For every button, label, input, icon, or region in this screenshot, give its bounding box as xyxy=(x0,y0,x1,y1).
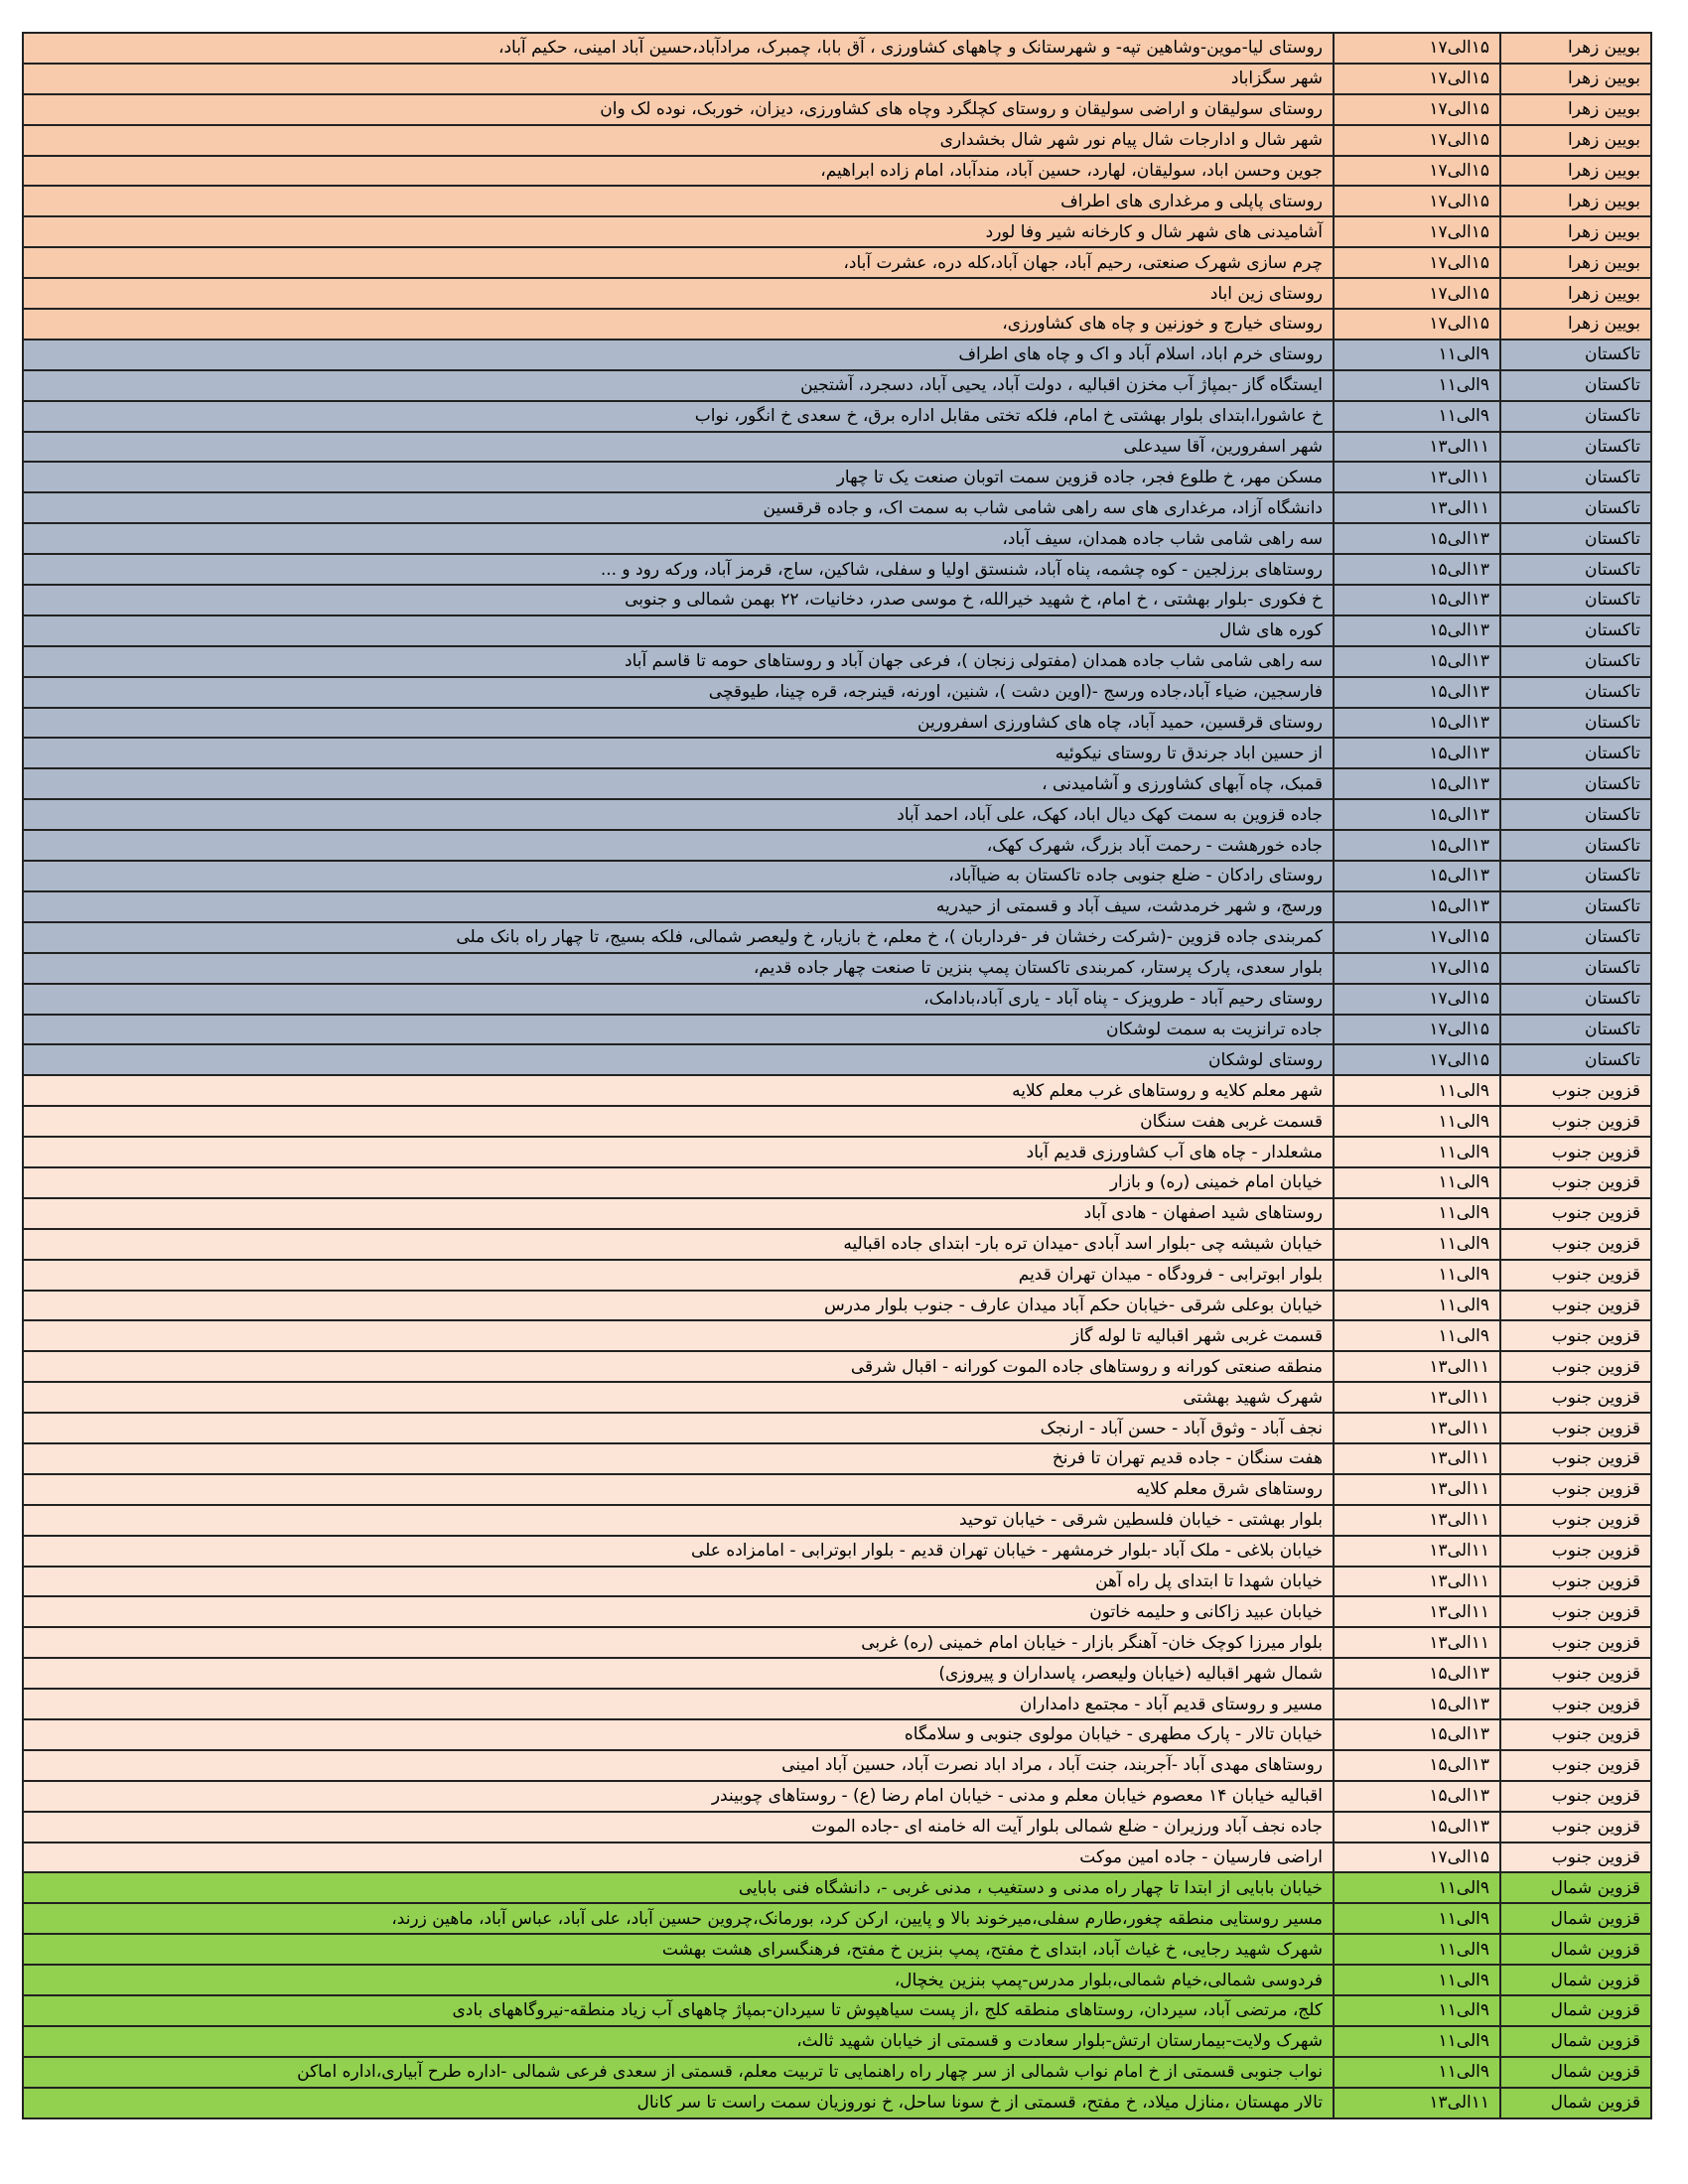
table-row xyxy=(23,1781,1651,1812)
region-cell: قزوین جنوب xyxy=(1500,1443,1651,1474)
region-cell: قزوین جنوب xyxy=(1500,1505,1651,1536)
area-cell: قمبک، چاه آبهای کشاورزی و آشامیدنی ، xyxy=(23,768,1334,799)
region-cell: قزوین جنوب xyxy=(1500,1843,1651,1873)
region-cell: بویین زهرا xyxy=(1500,216,1651,247)
table-row xyxy=(23,922,1651,953)
region-cell: قزوین جنوب xyxy=(1500,1320,1651,1351)
time-range-cell: ۱۱الی۱۳ xyxy=(1334,1382,1500,1413)
table-row xyxy=(23,554,1651,585)
area-cell: روستای رحیم آباد - طرویزک - پناه آباد - یاری آباد،بادامک، xyxy=(23,984,1334,1015)
table-row xyxy=(23,830,1651,861)
area-cell: شهرک شهید رجایی، خ غیاث آباد، ابتدای خ مفتح، پمپ بنزین خ مفتح، فرهنگسرای هشت بهشت xyxy=(23,1934,1334,1965)
area-cell: نجف آباد - وثوق آباد - حسن آباد - ارنجک xyxy=(23,1413,1334,1443)
area-cell: آشامیدنی های شهر شال و کارخانه شیر وفا لورد xyxy=(23,216,1334,247)
area-cell: سه راهی شامی شاب جاده همدان (مفتولی زنجان )، فرعی جهان آباد و روستاهای حومه تا قاسم آباد xyxy=(23,646,1334,677)
time-range-cell: ۹الی۱۱ xyxy=(1334,1198,1500,1229)
area-cell: کلج، مرتضی آباد، سیردان، روستاهای منطقه کلج ،از پست سیاهپوش تا سیردان-بمپاژ چاههای آب زیاد منطقه-نیروگاههای بادی xyxy=(23,1995,1334,2026)
region-cell: تاکستان xyxy=(1500,891,1651,922)
region-cell: قزوین جنوب xyxy=(1500,1413,1651,1443)
region-cell: قزوین جنوب xyxy=(1500,1750,1651,1781)
table-row xyxy=(23,1689,1651,1719)
region-cell: قزوین شمال xyxy=(1500,1995,1651,2026)
table-row xyxy=(23,1229,1651,1260)
table-row xyxy=(23,492,1651,523)
region-cell: قزوین شمال xyxy=(1500,1934,1651,1965)
table-row xyxy=(23,401,1651,432)
area-cell: روستای سولیقان و اراضی سولیقان و روستای کچلگرد وچاه های کشاورزی، دیزان، خوربک، نوده لک وان xyxy=(23,94,1334,125)
area-cell: قسمت غربی شهر اقبالیه تا لوله گاز xyxy=(23,1320,1334,1351)
table-row xyxy=(23,861,1651,891)
region-cell: تاکستان xyxy=(1500,615,1651,646)
time-range-cell: ۱۱الی۱۳ xyxy=(1334,1596,1500,1627)
region-cell: قزوین جنوب xyxy=(1500,1781,1651,1812)
area-cell: خیابان شیشه چی -بلوار اسد آبادی -میدان تره بار- ابتدای جاده اقبالیه xyxy=(23,1229,1334,1260)
table-row xyxy=(23,1872,1651,1903)
region-cell: تاکستان xyxy=(1500,523,1651,554)
time-range-cell: ۱۳الی۱۵ xyxy=(1334,1781,1500,1812)
time-range-cell: ۱۵الی۱۷ xyxy=(1334,309,1500,340)
region-cell: قزوین جنوب xyxy=(1500,1351,1651,1382)
time-range-cell: ۱۱الی۱۳ xyxy=(1334,2088,1500,2118)
table-row xyxy=(23,646,1651,677)
table-row xyxy=(23,1505,1651,1536)
table-row xyxy=(23,1658,1651,1689)
time-range-cell: ۹الی۱۱ xyxy=(1334,1320,1500,1351)
region-cell: بویین زهرا xyxy=(1500,33,1651,64)
table-row xyxy=(23,768,1651,799)
area-cell: روستای قرقسین، حمید آباد، چاه های کشاورزی اسفرورین xyxy=(23,708,1334,739)
time-range-cell: ۱۱الی۱۳ xyxy=(1334,462,1500,492)
region-cell: قزوین شمال xyxy=(1500,1965,1651,1995)
area-cell: خ عاشورا،ابتدای بلوار بهشتی خ امام، فلکه تختی مقابل اداره برق، خ سعدی خ انگور، نواب xyxy=(23,401,1334,432)
region-cell: قزوین جنوب xyxy=(1500,1382,1651,1413)
table-row xyxy=(23,953,1651,984)
area-cell: مسیر روستایی منطقه چغور،طارم سفلی،میرخوند بالا و پایین، ارکن کرد، بورمانک،چروین حسین آباد، علی آباد، عباس آباد، ماهین زرند، xyxy=(23,1903,1334,1934)
time-range-cell: ۱۱الی۱۳ xyxy=(1334,1351,1500,1382)
region-cell: قزوین جنوب xyxy=(1500,1260,1651,1291)
area-cell: اراضی فارسیان - جاده امین موکت xyxy=(23,1843,1334,1873)
region-cell: قزوین جنوب xyxy=(1500,1689,1651,1719)
area-cell: خیابان تالار - پارک مطهری - خیابان مولوی جنوبی و سلامگاه xyxy=(23,1719,1334,1750)
table-row xyxy=(23,1843,1651,1873)
region-cell: قزوین شمال xyxy=(1500,2057,1651,2088)
area-cell: بلوار ابوترابی - فرودگاه - میدان تهران قدیم xyxy=(23,1260,1334,1291)
area-cell: خیابان امام خمینی (ره) و بازار xyxy=(23,1167,1334,1198)
region-cell: قزوین جنوب xyxy=(1500,1627,1651,1658)
time-range-cell: ۱۵الی۱۷ xyxy=(1334,94,1500,125)
table-row xyxy=(23,1106,1651,1137)
region-cell: قزوین جنوب xyxy=(1500,1658,1651,1689)
table-row xyxy=(23,1934,1651,1965)
time-range-cell: ۱۳الی۱۵ xyxy=(1334,1750,1500,1781)
time-range-cell: ۱۳الی۱۵ xyxy=(1334,768,1500,799)
table-row xyxy=(23,309,1651,340)
area-cell: منطقه صنعتی کورانه و روستاهای جاده الموت کورانه - اقبال شرقی xyxy=(23,1351,1334,1382)
time-range-cell: ۱۵الی۱۷ xyxy=(1334,64,1500,94)
table-row xyxy=(23,1812,1651,1843)
region-cell: تاکستان xyxy=(1500,1044,1651,1075)
table-row xyxy=(23,523,1651,554)
area-cell: مسیر و روستای قدیم آباد - مجتمع دامداران xyxy=(23,1689,1334,1719)
region-cell: تاکستان xyxy=(1500,708,1651,739)
table-row xyxy=(23,2088,1651,2118)
time-range-cell: ۱۳الی۱۵ xyxy=(1334,861,1500,891)
region-cell: قزوین جنوب xyxy=(1500,1167,1651,1198)
region-cell: قزوین جنوب xyxy=(1500,1229,1651,1260)
time-range-cell: ۱۳الی۱۵ xyxy=(1334,523,1500,554)
region-cell: تاکستان xyxy=(1500,677,1651,708)
area-cell: خیابان شهدا تا ابتدای پل راه آهن xyxy=(23,1567,1334,1597)
schedule-rows xyxy=(23,33,1651,2118)
area-cell: جاده نجف آباد ورزیران - ضلع شمالی بلوار آیت اله خامنه ای -جاده الموت xyxy=(23,1812,1334,1843)
area-cell: چرم سازی شهرک صنعتی، رحیم آباد، جهان آباد،کله دره، عشرت آباد، xyxy=(23,247,1334,278)
table-row xyxy=(23,585,1651,615)
region-cell: قزوین جنوب xyxy=(1500,1719,1651,1750)
area-cell: روستاهای مهدی آباد -آجربند، جنت آباد ، مراد اباد نصرت آباد، حسین آباد امینی xyxy=(23,1750,1334,1781)
time-range-cell: ۹الی۱۱ xyxy=(1334,1137,1500,1167)
table-row xyxy=(23,278,1651,309)
table-row xyxy=(23,1198,1651,1229)
table-row xyxy=(23,1260,1651,1291)
region-cell: قزوین شمال xyxy=(1500,2026,1651,2057)
table-row xyxy=(23,799,1651,830)
region-cell: تاکستان xyxy=(1500,768,1651,799)
time-range-cell: ۱۳الی۱۵ xyxy=(1334,615,1500,646)
area-cell: بلوار بهشتی - خیابان فلسطین شرقی - خیابان توحید xyxy=(23,1505,1334,1536)
region-cell: تاکستان xyxy=(1500,370,1651,401)
time-range-cell: ۹الی۱۱ xyxy=(1334,1903,1500,1934)
table-row xyxy=(23,216,1651,247)
table-row xyxy=(23,1351,1651,1382)
region-cell: قزوین جنوب xyxy=(1500,1137,1651,1167)
table-row xyxy=(23,33,1651,64)
time-range-cell: ۱۳الی۱۵ xyxy=(1334,677,1500,708)
region-cell: تاکستان xyxy=(1500,646,1651,677)
region-cell: بویین زهرا xyxy=(1500,247,1651,278)
time-range-cell: ۱۳الی۱۵ xyxy=(1334,1812,1500,1843)
area-cell: بلوار سعدی، پارک پرستار، کمربندی تاکستان پمپ بنزین تا صنعت چهار جاده قدیم، xyxy=(23,953,1334,984)
time-range-cell: ۱۵الی۱۷ xyxy=(1334,247,1500,278)
table-row xyxy=(23,1596,1651,1627)
table-row xyxy=(23,891,1651,922)
time-range-cell: ۱۱الی۱۳ xyxy=(1334,1505,1500,1536)
table-row xyxy=(23,1413,1651,1443)
area-cell: خیابان عبید زاکانی و حلیمه خاتون xyxy=(23,1596,1334,1627)
area-cell: روستای پاپلی و مرغداری های اطراف xyxy=(23,186,1334,216)
time-range-cell: ۱۳الی۱۵ xyxy=(1334,1689,1500,1719)
area-cell: سه راهی شامی شاب جاده همدان، سیف آباد، xyxy=(23,523,1334,554)
table-row xyxy=(23,1719,1651,1750)
time-range-cell: ۹الی۱۱ xyxy=(1334,1229,1500,1260)
area-cell: روستای خیارج و خوزنین و چاه های کشاورزی، xyxy=(23,309,1334,340)
region-cell: قزوین جنوب xyxy=(1500,1567,1651,1597)
time-range-cell: ۱۳الی۱۵ xyxy=(1334,708,1500,739)
time-range-cell: ۱۳الی۱۵ xyxy=(1334,830,1500,861)
region-cell: تاکستان xyxy=(1500,922,1651,953)
table-row xyxy=(23,1536,1651,1567)
time-range-cell: ۹الی۱۱ xyxy=(1334,1872,1500,1903)
table-row xyxy=(23,1903,1651,1934)
table-row xyxy=(23,984,1651,1015)
area-cell: روستاهای شرق معلم کلایه xyxy=(23,1474,1334,1505)
time-range-cell: ۹الی۱۱ xyxy=(1334,1995,1500,2026)
area-cell: شهرک ولایت-بیمارستان ارتش-بلوار سعادت و قسمتی از خیابان شهید ثالث، xyxy=(23,2026,1334,2057)
table-row xyxy=(23,1044,1651,1075)
table-row xyxy=(23,1015,1651,1045)
region-cell: تاکستان xyxy=(1500,861,1651,891)
table-row xyxy=(23,1382,1651,1413)
area-cell: شهرک شهید بهشتی xyxy=(23,1382,1334,1413)
time-range-cell: ۱۵الی۱۷ xyxy=(1334,186,1500,216)
region-cell: تاکستان xyxy=(1500,340,1651,370)
time-range-cell: ۹الی۱۱ xyxy=(1334,1106,1500,1137)
time-range-cell: ۱۱الی۱۳ xyxy=(1334,1567,1500,1597)
region-cell: تاکستان xyxy=(1500,984,1651,1015)
outage-schedule-table xyxy=(22,32,1652,2119)
table-row xyxy=(23,462,1651,492)
time-range-cell: ۱۱الی۱۳ xyxy=(1334,492,1500,523)
area-cell: فارسجین، ضیاء آباد،جاده ورسج -(اوین دشت )، شنین، اورنه، قینرجه، قره چینا، طیوقچی xyxy=(23,677,1334,708)
time-range-cell: ۱۵الی۱۷ xyxy=(1334,922,1500,953)
area-cell: خیابان بوعلی شرقی -خیابان حکم آباد میدان عارف - جنوب بلوار مدرس xyxy=(23,1291,1334,1321)
area-cell: خیابان بابایی از ابتدا تا چهار راه مدنی و دستغیب ، مدنی غربی -، دانشگاه فنی بابایی xyxy=(23,1872,1334,1903)
table-row xyxy=(23,1443,1651,1474)
area-cell: خیابان بلاغی - ملک آباد -بلوار خرمشهر - خیابان تهران قدیم - بلوار ابوترابی - امامزاده علی xyxy=(23,1536,1334,1567)
area-cell: جاده قزوین به سمت کهک دیال اباد، کهک، علی آباد، احمد آباد xyxy=(23,799,1334,830)
region-cell: بویین زهرا xyxy=(1500,125,1651,156)
region-cell: قزوین جنوب xyxy=(1500,1198,1651,1229)
time-range-cell: ۱۵الی۱۷ xyxy=(1334,216,1500,247)
area-cell: جاده ترانزیت به سمت لوشکان xyxy=(23,1015,1334,1045)
table-row xyxy=(23,1167,1651,1198)
area-cell: مسکن مهر، خ طلوع فجر، جاده قزوین سمت اتوبان صنعت یک تا چهار xyxy=(23,462,1334,492)
table-row xyxy=(23,2026,1651,2057)
table-row xyxy=(23,370,1651,401)
time-range-cell: ۱۱الی۱۳ xyxy=(1334,432,1500,463)
table-row xyxy=(23,340,1651,370)
area-cell: قسمت غربی هفت سنگان xyxy=(23,1106,1334,1137)
region-cell: قزوین جنوب xyxy=(1500,1474,1651,1505)
time-range-cell: ۱۳الی۱۵ xyxy=(1334,1719,1500,1750)
area-cell: کمربندی جاده قزوین -(شرکت رخشان فر -فرداربان )، خ معلم، خ بازیار، خ ولیعصر شمالی، فلکه بسیج، تا چهار راه بانک ملی xyxy=(23,922,1334,953)
time-range-cell: ۹الی۱۱ xyxy=(1334,1260,1500,1291)
region-cell: تاکستان xyxy=(1500,799,1651,830)
time-range-cell: ۱۵الی۱۷ xyxy=(1334,1015,1500,1045)
time-range-cell: ۱۵الی۱۷ xyxy=(1334,1843,1500,1873)
table-row xyxy=(23,1075,1651,1106)
region-cell: تاکستان xyxy=(1500,738,1651,768)
time-range-cell: ۱۳الی۱۵ xyxy=(1334,1658,1500,1689)
table-row xyxy=(23,156,1651,187)
time-range-cell: ۱۳الی۱۵ xyxy=(1334,646,1500,677)
time-range-cell: ۱۵الی۱۷ xyxy=(1334,953,1500,984)
time-range-cell: ۱۱الی۱۳ xyxy=(1334,1474,1500,1505)
region-cell: قزوین جنوب xyxy=(1500,1291,1651,1321)
region-cell: تاکستان xyxy=(1500,462,1651,492)
table-row xyxy=(23,1474,1651,1505)
area-cell: نواب جنوبی قسمتی از خ امام نواب شمالی از سر چهار راه راهنمایی تا تربیت معلم، قسمتی از سعدی فرعی شمالی -اداره طرح آبیاری،اداره اماکن xyxy=(23,2057,1334,2088)
region-cell: بویین زهرا xyxy=(1500,156,1651,187)
area-cell: ورسج، و شهر خرمدشت، سیف آباد و قسمتی از حیدریه xyxy=(23,891,1334,922)
region-cell: تاکستان xyxy=(1500,585,1651,615)
table-row xyxy=(23,186,1651,216)
time-range-cell: ۱۵الی۱۷ xyxy=(1334,984,1500,1015)
table-row xyxy=(23,64,1651,94)
table-row xyxy=(23,677,1651,708)
area-cell: اقبالیه خیابان ۱۴ معصوم خیابان معلم و مدنی - خیابان امام رضا (ع) - روستاهای چوبیندر xyxy=(23,1781,1334,1812)
table-row xyxy=(23,125,1651,156)
time-range-cell: ۹الی۱۱ xyxy=(1334,2026,1500,2057)
area-cell: ایستگاه گاز -بمپاژ آب مخزن اقبالیه ، دولت آباد، یحیی آباد، دسجرد، آشتجین xyxy=(23,370,1334,401)
area-cell: روستای لوشکان xyxy=(23,1044,1334,1075)
time-range-cell: ۱۳الی۱۵ xyxy=(1334,891,1500,922)
table-row xyxy=(23,1320,1651,1351)
table-row xyxy=(23,1750,1651,1781)
area-cell: روستای رادکان - ضلع جنوبی جاده تاکستان به ضیاآباد، xyxy=(23,861,1334,891)
time-range-cell: ۱۵الی۱۷ xyxy=(1334,156,1500,187)
time-range-cell: ۹الی۱۱ xyxy=(1334,1934,1500,1965)
area-cell: شهر اسفرورین، آقا سیدعلی xyxy=(23,432,1334,463)
area-cell: تالار مهستان ،منازل میلاد، خ مفتح، قسمتی از خ سونا ساحل، خ نوروزیان سمت راست تا سر کانال xyxy=(23,2088,1334,2118)
area-cell: شمال شهر اقبالیه (خیابان ولیعصر، پاسداران و پیروزی) xyxy=(23,1658,1334,1689)
area-cell: شهر سگزاباد xyxy=(23,64,1334,94)
area-cell: روستای خرم اباد، اسلام آباد و اک و چاه های اطراف xyxy=(23,340,1334,370)
area-cell: جوین وحسن اباد، سولیقان، لهارد، حسین آباد، مندآباد، امام زاده ابراهیم، xyxy=(23,156,1334,187)
time-range-cell: ۱۵الی۱۷ xyxy=(1334,125,1500,156)
time-range-cell: ۱۳الی۱۵ xyxy=(1334,585,1500,615)
time-range-cell: ۱۱الی۱۳ xyxy=(1334,1627,1500,1658)
region-cell: قزوین جنوب xyxy=(1500,1596,1651,1627)
area-cell: مشعلدار - چاه های آب کشاورزی قدیم آباد xyxy=(23,1137,1334,1167)
area-cell: روستای زین اباد xyxy=(23,278,1334,309)
time-range-cell: ۹الی۱۱ xyxy=(1334,1291,1500,1321)
table-row xyxy=(23,1291,1651,1321)
area-cell: خ فکوری -بلوار بهشتی ، خ امام، خ شهید خیرالله، خ موسی صدر، دخانیات، ۲۲ بهمن شمالی و جنوبی xyxy=(23,585,1334,615)
table-row xyxy=(23,1965,1651,1995)
region-cell: تاکستان xyxy=(1500,432,1651,463)
region-cell: بویین زهرا xyxy=(1500,186,1651,216)
table-row xyxy=(23,615,1651,646)
area-cell: کوره های شال xyxy=(23,615,1334,646)
region-cell: قزوین شمال xyxy=(1500,1872,1651,1903)
region-cell: قزوین جنوب xyxy=(1500,1075,1651,1106)
time-range-cell: ۱۱الی۱۳ xyxy=(1334,1413,1500,1443)
region-cell: تاکستان xyxy=(1500,401,1651,432)
time-range-cell: ۱۵الی۱۷ xyxy=(1334,278,1500,309)
region-cell: بویین زهرا xyxy=(1500,94,1651,125)
area-cell: فردوسی شمالی،خیام شمالی،بلوار مدرس-پمپ بنزین یخچال، xyxy=(23,1965,1334,1995)
area-cell: شهر شال و ادارجات شال پیام نور شهر شال بخشداری xyxy=(23,125,1334,156)
table-row xyxy=(23,1627,1651,1658)
time-range-cell: ۱۳الی۱۵ xyxy=(1334,799,1500,830)
area-cell: روستاهای شید اصفهان - هادی آباد xyxy=(23,1198,1334,1229)
time-range-cell: ۱۱الی۱۳ xyxy=(1334,1536,1500,1567)
region-cell: قزوین جنوب xyxy=(1500,1812,1651,1843)
area-cell: جاده خورهشت - رحمت آباد بزرگ، شهرک کهک، xyxy=(23,830,1334,861)
time-range-cell: ۹الی۱۱ xyxy=(1334,340,1500,370)
time-range-cell: ۱۵الی۱۷ xyxy=(1334,33,1500,64)
area-cell: هفت سنگان - جاده قدیم تهران تا فرنخ xyxy=(23,1443,1334,1474)
region-cell: تاکستان xyxy=(1500,953,1651,984)
area-cell: بلوار میرزا کوچک خان- آهنگر بازار - خیابان امام خمینی (ره) غربی xyxy=(23,1627,1334,1658)
region-cell: قزوین جنوب xyxy=(1500,1536,1651,1567)
region-cell: قزوین شمال xyxy=(1500,1903,1651,1934)
table-row xyxy=(23,1567,1651,1597)
table-row xyxy=(23,738,1651,768)
table-row xyxy=(23,247,1651,278)
time-range-cell: ۹الی۱۱ xyxy=(1334,401,1500,432)
time-range-cell: ۱۵الی۱۷ xyxy=(1334,1044,1500,1075)
table-row xyxy=(23,2057,1651,2088)
area-cell: روستاهای برزلجین - کوه چشمه، پناه آباد، شنستق اولیا و سفلی، شاکین، ساج، قرمز آباد، ورکه رود و ... xyxy=(23,554,1334,585)
region-cell: بویین زهرا xyxy=(1500,64,1651,94)
area-cell: از حسین اباد جرندق تا روستای نیکوئیه xyxy=(23,738,1334,768)
region-cell: قزوین شمال xyxy=(1500,2088,1651,2118)
table-row xyxy=(23,708,1651,739)
region-cell: تاکستان xyxy=(1500,830,1651,861)
area-cell: شهر معلم کلایه و روستاهای غرب معلم کلایه xyxy=(23,1075,1334,1106)
table-row xyxy=(23,1995,1651,2026)
time-range-cell: ۹الی۱۱ xyxy=(1334,370,1500,401)
region-cell: بویین زهرا xyxy=(1500,309,1651,340)
time-range-cell: ۹الی۱۱ xyxy=(1334,1167,1500,1198)
table-row xyxy=(23,1137,1651,1167)
time-range-cell: ۱۱الی۱۳ xyxy=(1334,1443,1500,1474)
region-cell: تاکستان xyxy=(1500,1015,1651,1045)
region-cell: تاکستان xyxy=(1500,554,1651,585)
table-row xyxy=(23,432,1651,463)
time-range-cell: ۱۳الی۱۵ xyxy=(1334,738,1500,768)
region-cell: بویین زهرا xyxy=(1500,278,1651,309)
area-cell: دانشگاه آزاد، مرغداری های سه راهی شامی شاب به سمت اک، و جاده قرقسین xyxy=(23,492,1334,523)
region-cell: قزوین جنوب xyxy=(1500,1106,1651,1137)
table-row xyxy=(23,94,1651,125)
area-cell: روستای لیا-موین-وشاهین تپه- و شهرستانک و چاههای کشاورزی ، آق بابا، چمبرک، مرادآباد،حسین آباد امینی، حکیم آباد، xyxy=(23,33,1334,64)
time-range-cell: ۹الی۱۱ xyxy=(1334,2057,1500,2088)
time-range-cell: ۹الی۱۱ xyxy=(1334,1965,1500,1995)
time-range-cell: ۱۳الی۱۵ xyxy=(1334,554,1500,585)
time-range-cell: ۹الی۱۱ xyxy=(1334,1075,1500,1106)
region-cell: تاکستان xyxy=(1500,492,1651,523)
